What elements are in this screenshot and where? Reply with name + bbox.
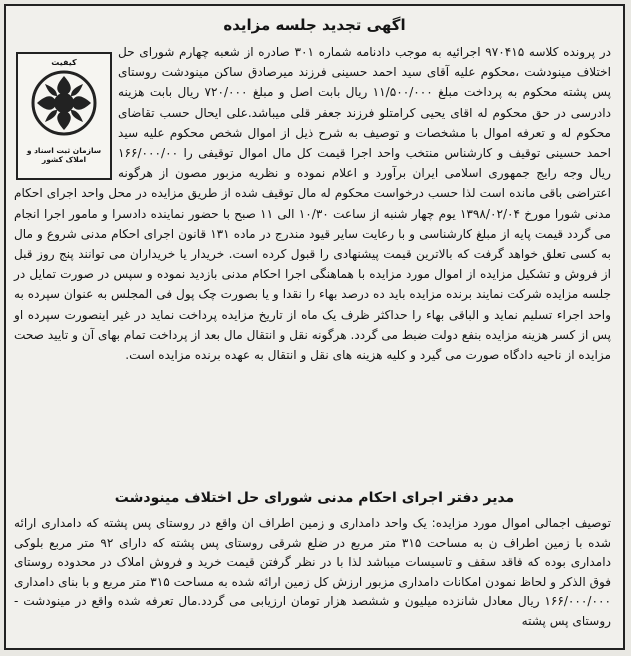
logo-bottom-text: سازمان ثبت اسناد و املاک کشور	[26, 146, 102, 164]
logo-top-text: کیفیت	[51, 58, 77, 67]
notice-frame	[4, 4, 625, 650]
property-description: توصیف اجمالی اموال مورد مزایده: یک واحد دامداری و زمین اطراف ان واقع در روستای پس پشته که دامداری ارائه شده با زمین اطراف ن به مساحت ۳۱۵ متر مربع در ضلع شرقی روستای پس پشته که دارای ۹۲ متر مربع بلوکی دامداری بوده که فاقد سقف و تاسیسات میباشد لذا با در نظر گرفتن قیمت خرید و فروش املاک در محدوده روستای فوق الذکر و لحاظ نمودن امکانات دامداری مزبور ارزش کل زمین ارائه شده به مساحت ۳۱۵ متر مربع و با بنای دامداری ۱۶۶/۰۰۰/۰۰۰ ریال معادل شانزده میلیون و ششصد هزار تومان ارزیابی می گردد.مال تعرفه شده واقع در مینودشت - روستای پس پشته	[14, 516, 612, 628]
signature-line: مدیر دفتر اجرای احکام مدنی شورای حل اختلاف مینودشت	[114, 490, 515, 506]
notice-title: اگهی تجدید جلسه مزایده	[223, 16, 406, 34]
notice-body	[14, 42, 611, 365]
notice-body-text: در پرونده کلاسه ۹۷۰۴۱۵ اجرائیه به موجب دادنامه شماره ۳۰۱ صادره از شعبه چهارم شورای حل اختلاف مینودشت ،محکوم علیه آقای سید احمد حسینی فرزند میرصادق ساکن مینودشت روستای پس پشته محکوم به پرداخت مبلغ ۱۱/۵۰۰/۰۰۰ ریال بابت اصل و مبلغ ۷۲۰/۰۰۰ ریال بابت هزینه دادرسی در حق محکوم له اقای یحیی کرامتلو فرزند جعفر قلی میباشد.علی ایحال حسب تقاضای محکوم له و تعرفه اموال با مشخصات و توصیف به شرح ذیل از اموال شخص محکوم علیه سید احمد حسینی توقیف و کارشناس منتخب واحد اجرا قیمت کل مال اموال توقیفی را ۱۶۶/۰۰۰/۰۰ ریال وجه رایج جمهوری اسلامی ایران برآورد و اعلام نموده و نظریه مزبور مصون از هرگونه اعتراضی باقی مانده است لذا حسب درخواست محکوم له مال توقیف شده از طریق مزایده در محل واحد اجرای احکام مدنی شورا مورخ ۱۳۹۸/۰۲/۰۴ یوم چهار شنبه از ساعت ۱۰/۳۰ الی ۱۱ صبح با حضور نماینده دادسرا و مامور اجرا انجام می گردد قیمت پایه از مبلغ کارشناسی و با رعایت سایر قیود مندرج در ماده ۱۳۱ قانون اجرای احکام مدنی شروع و مال به کسی تعلق خواهد گرفت که بالاترین قیمت پیشنهادی را قبول کرده است. خریدار یا خریداران می توانند پنج روز قبل از فروش و تشکیل مزایده از اموال مورد مزایده با هماهنگی اجرا احکام مدنی بازدید نموده و سپس در صورت تمایل در جلسه مزایده شرکت نمایند برنده مزایده باید ده درصد بهاء را نقدا و یا بصورت چک پول فی المجلس به عنوان سپرده به واحد اجراء تسلیم نماید و الباقی بهاء را حداکثر ظرف یک ماه از تاریخ مزایده پرداخت نماید در غیر اینصورت سپرده او پس از کسر هزینه مزایده بنفع دولت ضبط می گردد. هرگونه نقل و انتقال مال بعد از پرداخت تمام بهای آن و تایید صحت مزایده از ناحیه دادگاه صورت می گیرد و کلیه هزینه های نقل و انتقال به عهده برنده مزایده است.	[14, 45, 612, 363]
